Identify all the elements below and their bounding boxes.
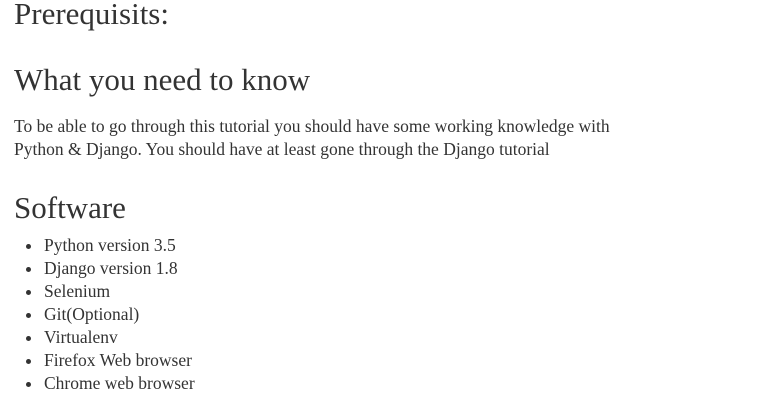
list-item-label: Virtualenv bbox=[44, 327, 118, 347]
list-item bbox=[14, 303, 195, 326]
list-item bbox=[14, 257, 195, 280]
list-item-label: Django version 1.8 bbox=[44, 258, 178, 278]
bullet-icon bbox=[26, 313, 31, 318]
bullet-icon bbox=[26, 382, 31, 387]
list-item-label: Python version 3.5 bbox=[44, 235, 176, 255]
list-item bbox=[14, 372, 195, 395]
bullet-icon bbox=[26, 244, 31, 249]
list-item-label: Git(Optional) bbox=[44, 304, 140, 324]
software-heading: Software bbox=[14, 190, 126, 225]
intro-paragraph bbox=[14, 115, 714, 161]
bullet-icon bbox=[26, 336, 31, 341]
intro-paragraph-line-2: Python & Django. You should have at least gone through the Django tutorial bbox=[14, 139, 550, 159]
list-item bbox=[14, 326, 195, 349]
bullet-icon bbox=[26, 290, 31, 295]
what-you-need-to-know-heading: What you need to know bbox=[14, 62, 311, 97]
list-item bbox=[14, 280, 195, 303]
bullet-icon bbox=[26, 359, 31, 364]
list-item-label: Selenium bbox=[44, 281, 111, 301]
list-item-label: Chrome web browser bbox=[44, 373, 195, 393]
list-item bbox=[14, 234, 195, 257]
list-item bbox=[14, 349, 195, 372]
software-list bbox=[14, 234, 195, 395]
intro-paragraph-line-1: To be able to go through this tutorial you should have some working knowledge with bbox=[14, 116, 610, 136]
bullet-icon bbox=[26, 267, 31, 272]
list-item-label: Firefox Web browser bbox=[44, 350, 192, 370]
prerequisites-heading: Prerequisits: bbox=[14, 0, 169, 31]
